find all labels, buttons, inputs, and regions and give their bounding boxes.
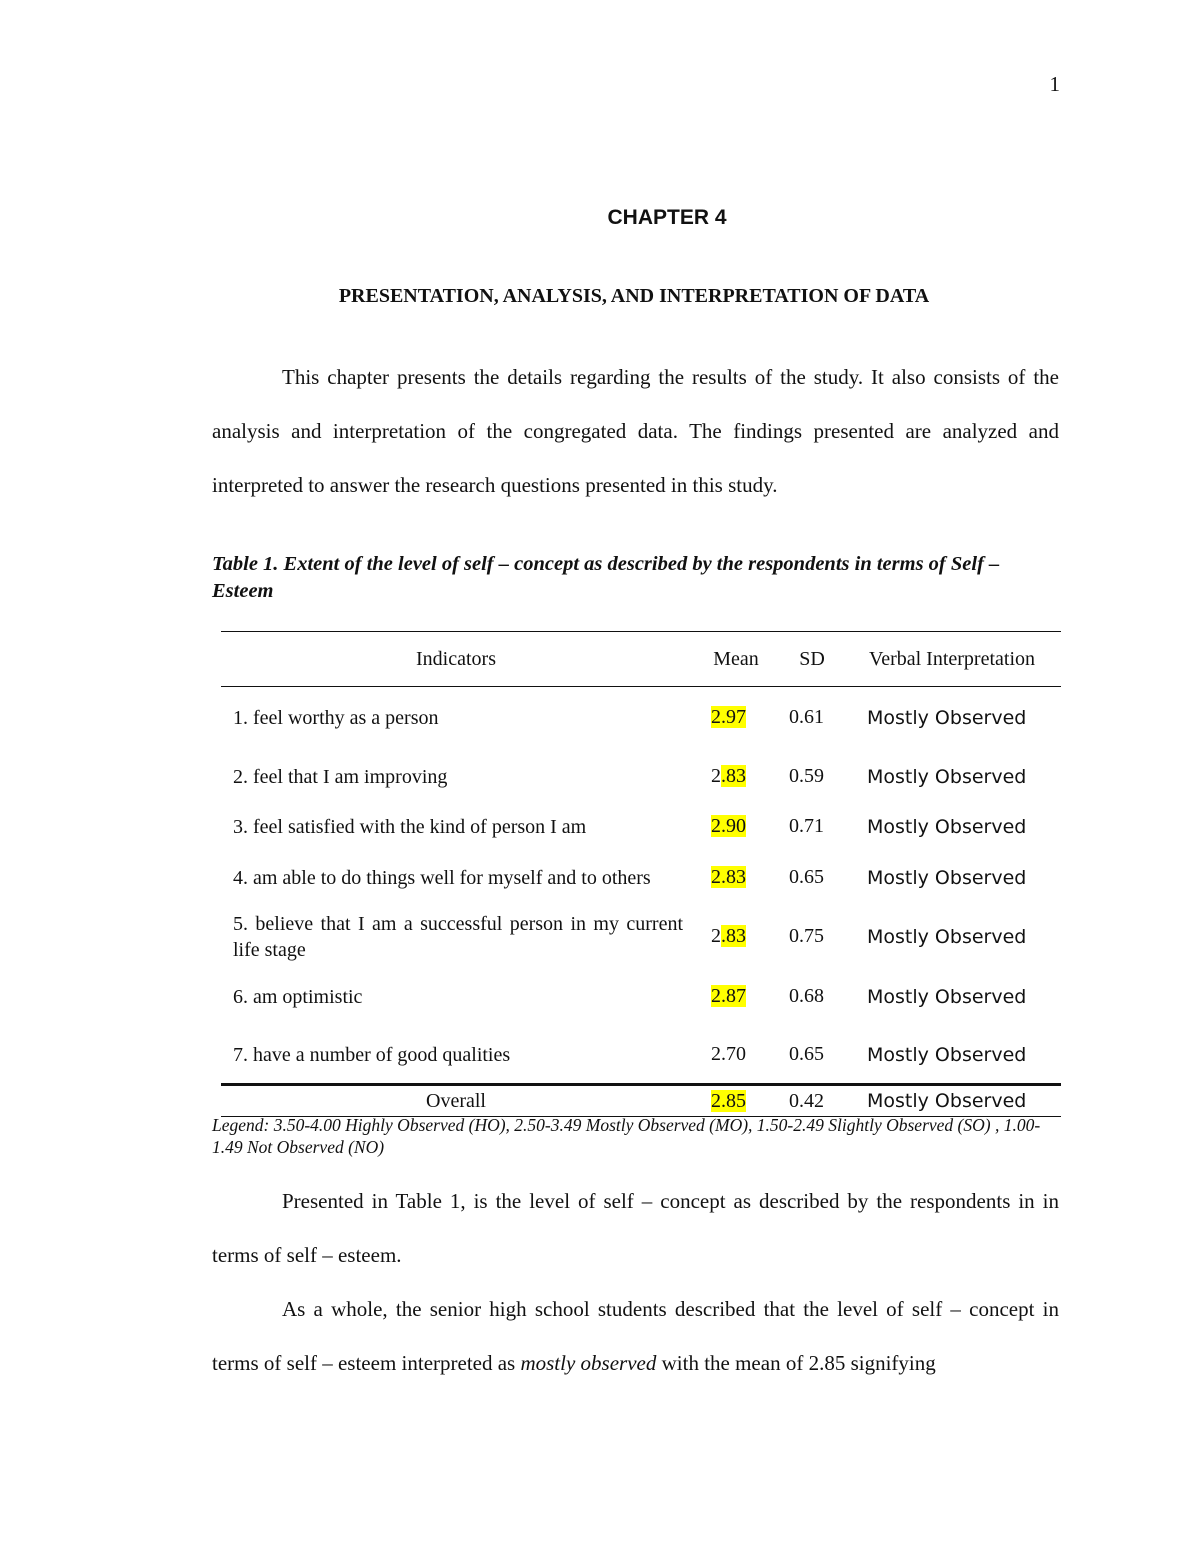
mean-highlight: .83 bbox=[721, 765, 746, 787]
indicator-cell: 4. am able to do things well for myself and to others bbox=[233, 866, 651, 889]
overall-row bbox=[221, 1085, 1061, 1117]
mean-highlight: 2.85 bbox=[711, 1089, 746, 1112]
table-row bbox=[221, 1027, 1061, 1085]
overall-verbal: Mostly Observed bbox=[843, 1085, 1061, 1117]
indicator-cell: 7. have a number of good qualities bbox=[233, 1043, 511, 1066]
header-indicators: Indicators bbox=[221, 632, 691, 687]
indicator-cell: 3. feel satisfied with the kind of person I am bbox=[233, 815, 587, 838]
mean-cell bbox=[691, 849, 781, 907]
table-legend: Legend: 3.50-4.00 Highly Observed (HO), 2.50-3.49 Mostly Observed (MO), 1.50-2.49 Slightly Observed (SO) , 1.00-1.49 Not Observed (NO) bbox=[212, 1115, 1041, 1157]
table-row bbox=[221, 749, 1061, 805]
verbal-cell: Mostly Observed bbox=[867, 866, 1027, 889]
table-row bbox=[221, 967, 1061, 1027]
mean-cell bbox=[691, 805, 781, 849]
mean-cell bbox=[691, 907, 781, 967]
table-caption: Table 1. Extent of the level of self – concept as described by the respondents in terms of Self – Esteem bbox=[212, 553, 1000, 602]
table-row bbox=[221, 849, 1061, 907]
intro-paragraph: This chapter presents the details regarding the results of the study. It also consists of the analysis and interpretation of the congregated data. The findings presented are analyzed and interpreted to answer the research questions presented in this study. bbox=[212, 365, 1059, 497]
verbal-cell: Mostly Observed bbox=[867, 1043, 1027, 1066]
sd-cell: 0.75 bbox=[789, 925, 824, 947]
results-table bbox=[221, 631, 1061, 1117]
sd-cell: 0.65 bbox=[789, 866, 824, 888]
overall-label: Overall bbox=[221, 1085, 691, 1117]
table-row bbox=[221, 687, 1061, 749]
sd-cell: 0.61 bbox=[789, 706, 824, 729]
indicator-cell: 1. feel worthy as a person bbox=[233, 706, 439, 729]
mean-cell bbox=[691, 687, 781, 749]
body-paragraph-2: Presented in Table 1, is the level of self – concept as described by the respondents in in terms of self – esteem. bbox=[212, 1189, 1059, 1267]
verbal-cell: Mostly Observed bbox=[867, 985, 1027, 1008]
table-row bbox=[221, 805, 1061, 849]
indicator-cell: 2. feel that I am improving bbox=[233, 765, 448, 788]
sd-cell: 0.71 bbox=[789, 815, 824, 837]
verbal-cell: Mostly Observed bbox=[867, 765, 1027, 788]
mean-highlight: 2.87 bbox=[711, 985, 746, 1007]
mean-highlight: 2.90 bbox=[711, 815, 746, 837]
indicator-cell: 5. believe that I am a successful person in my current life stage bbox=[233, 912, 683, 961]
mean-highlight: .83 bbox=[721, 925, 746, 947]
paragraph-3-text-after: with the mean of 2.85 signifying bbox=[656, 1351, 936, 1375]
indicator-cell: 6. am optimistic bbox=[233, 985, 363, 1008]
sd-cell: 0.59 bbox=[789, 765, 824, 787]
mean-plain: 2.70 bbox=[711, 1043, 746, 1066]
chapter-heading: CHAPTER 4 bbox=[607, 206, 727, 229]
overall-mean bbox=[691, 1085, 781, 1117]
mean-highlight: 2.83 bbox=[711, 866, 746, 888]
verbal-cell: Mostly Observed bbox=[867, 925, 1027, 948]
sd-cell: 0.68 bbox=[789, 985, 824, 1007]
header-mean: Mean bbox=[691, 632, 781, 687]
mean-plain: 2 bbox=[711, 765, 721, 787]
overall-sd: 0.42 bbox=[781, 1085, 843, 1117]
mean-cell bbox=[691, 967, 781, 1027]
mean-cell bbox=[691, 1027, 781, 1085]
body-paragraph-3 bbox=[212, 1282, 1059, 1390]
mean-plain: 2 bbox=[711, 925, 721, 947]
section-title: PRESENTATION, ANALYSIS, AND INTERPRETATION OF DATA bbox=[338, 285, 930, 307]
paragraph-3-text-before: As a whole, the senior high school students described that the level of self – concept in terms of self – esteem interpreted as bbox=[212, 1297, 1059, 1375]
verbal-cell: Mostly Observed bbox=[867, 815, 1027, 838]
sd-cell: 0.65 bbox=[789, 1043, 824, 1066]
verbal-cell: Mostly Observed bbox=[867, 706, 1027, 729]
header-verbal-interpretation: Verbal Interpretation bbox=[843, 632, 1061, 687]
mean-highlight: 2.97 bbox=[711, 706, 746, 729]
table-header-row bbox=[221, 632, 1061, 687]
table-row bbox=[221, 907, 1061, 967]
header-sd: SD bbox=[781, 632, 843, 687]
mean-cell bbox=[691, 749, 781, 805]
page-number: 1 bbox=[1049, 72, 1060, 96]
paragraph-3-emphasis: mostly observed bbox=[520, 1351, 657, 1375]
